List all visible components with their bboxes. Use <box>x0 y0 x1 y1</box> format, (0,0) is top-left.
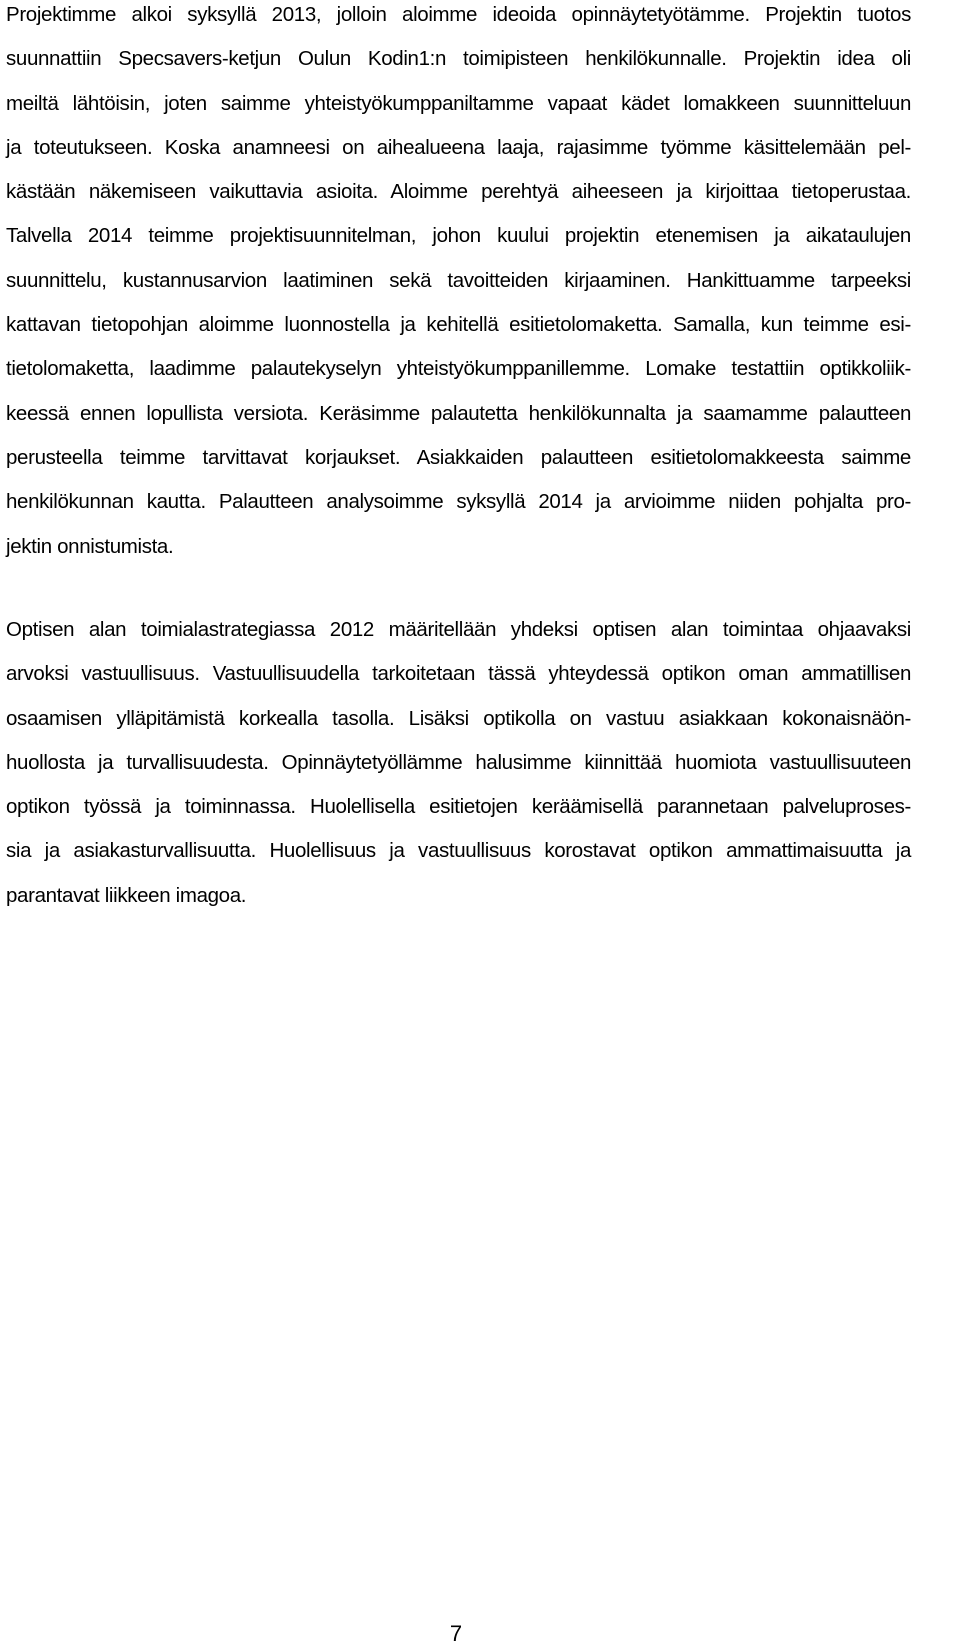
paragraph-project-timeline <box>6 0 911 569</box>
text-line-last: parantavat liikkeen imagoa. <box>6 883 247 907</box>
text-line: optikon työssä ja toiminnassa. Huolellisella esitietojen keräämisellä parannetaan palveluproses- <box>6 795 911 819</box>
text-line: kästään näkemiseen vaikuttavia asioita. Aloimme perehtyä aiheeseen ja kirjoittaa tietoperustaa. <box>6 180 911 204</box>
text-line: osaamisen ylläpitämistä korkealla tasolla. Lisäksi optikolla on vastuu asiakkaan kokonaisnäön- <box>6 706 911 730</box>
text-line-last: jektin onnistumista. <box>6 534 174 558</box>
text-line: Optisen alan toimialastrategiassa 2012 määritellään yhdeksi optisen alan toimintaa ohjaavaksi <box>6 618 911 641</box>
text-line: keessä ennen lopullista versiota. Keräsimme palautetta henkilökunnalta ja saamamme palautteen <box>6 401 911 425</box>
text-line: suunnittelu, kustannusarvion laatiminen sekä tavoitteiden kirjaaminen. Hankittuamme tarpeeksi <box>6 268 911 292</box>
paragraph-responsibility <box>6 608 911 918</box>
text-line: henkilökunnan kautta. Palautteen analysoimme syksyllä 2014 ja arvioimme niiden pohjalta pro- <box>6 490 911 514</box>
text-line: suunnattiin Specsavers-ketjun Oulun Kodin1:n toimipisteen henkilökunnalle. Projektin idea oli <box>6 47 911 71</box>
text-line: Talvella 2014 teimme projektisuunnitelman, johon kuului projektin etenemisen ja aikataulujen <box>6 224 911 248</box>
text-line: huollosta ja turvallisuudesta. Opinnäytetyöllämme halusimme kiinnittää huomiota vastuullisuuteen <box>6 750 911 774</box>
text-line: ja toteutukseen. Koska anamneesi on aihealueena laaja, rajasimme työmme käsittelemään pel- <box>6 135 911 159</box>
text-line: Projektimme alkoi syksyllä 2013, jolloin aloimme ideoida opinnäytetyötämme. Projektin tuotos <box>6 3 911 26</box>
text-line: sia ja asiakasturvallisuutta. Huolellisuus ja vastuullisuus korostavat optikon ammattimaisuutta ja <box>6 839 911 863</box>
text-line: kattavan tietopohjan aloimme luonnostella ja kehitellä esitietolomaketta. Samalla, kun teimme esi- <box>6 313 911 337</box>
text-line: perusteella teimme tarvittavat korjaukset. Asiakkaiden palautteen esitietolomakkeesta saimme <box>6 445 911 469</box>
text-line: tietolomaketta, laadimme palautekyselyn yhteistyökumppanillemme. Lomake testattiin optikkoliik- <box>6 357 911 381</box>
text-line: arvoksi vastuullisuus. Vastuullisuudella tarkoitetaan tässä yhteydessä optikon oman ammatillisen <box>6 662 911 686</box>
text-line: meiltä lähtöisin, joten saimme yhteistyökumppaniltamme vapaat kädet lomakkeen suunnitteluun <box>6 91 911 115</box>
page-number: 7 <box>449 1621 463 1646</box>
